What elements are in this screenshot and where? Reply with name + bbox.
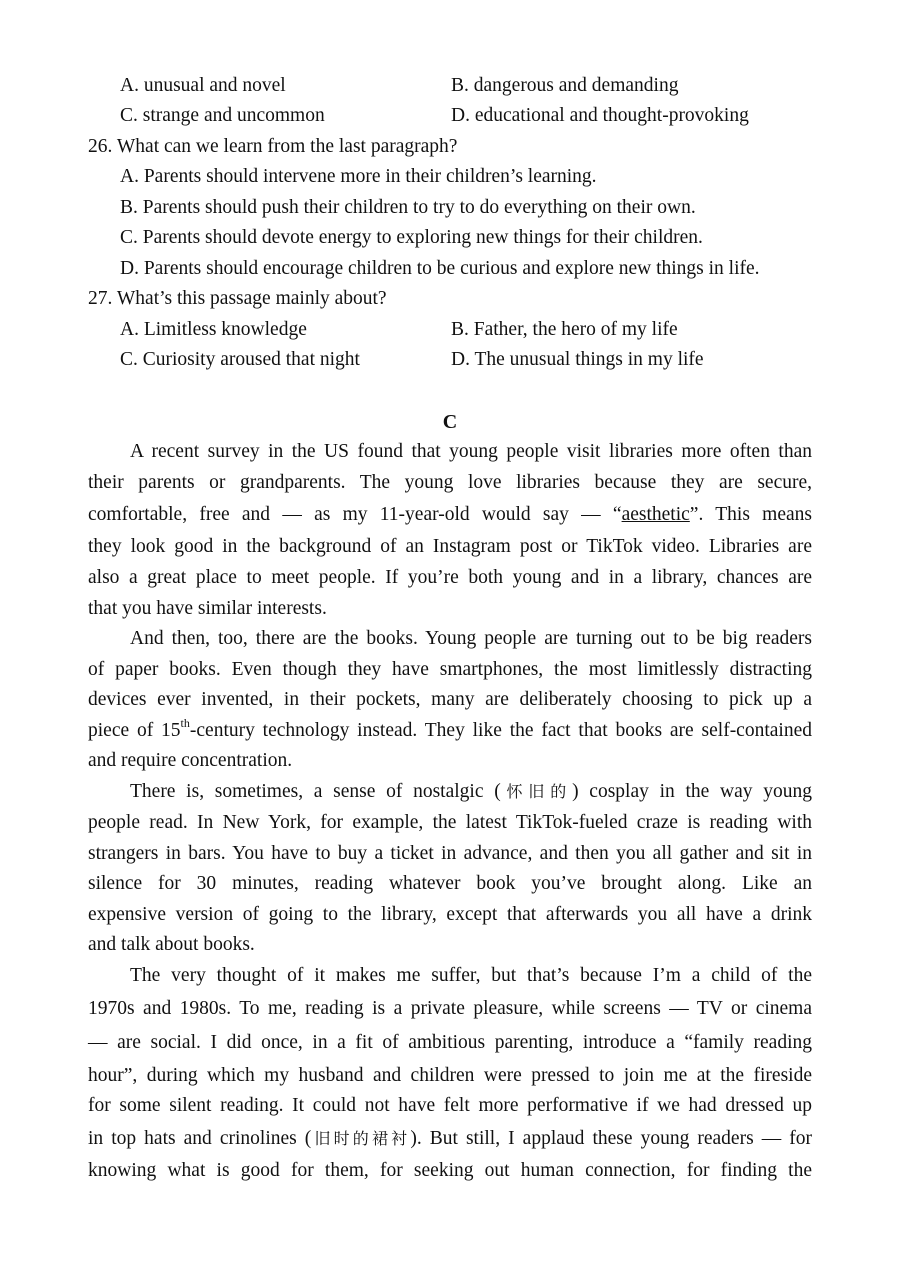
p4-line-7: knowing what is good for them, for seeking out human connection, for finding the (88, 1160, 812, 1181)
q27-option-b: B. Father, the hero of my life (451, 319, 678, 340)
q26-option-a: A. Parents should intervene more in their children’s learning. (120, 166, 597, 187)
p3-line-1-post: ) cosplay in the way young (572, 781, 812, 802)
p2-line-3: devices ever invented, in their pockets, many are deliberately choosing to pick up a (88, 689, 812, 710)
p4-line-6 (88, 1127, 812, 1151)
p1-line-4: they look good in the background of an Instagram post or TikTok video. Libraries are (88, 536, 812, 557)
chinese-gloss-nostalgic: 怀旧的 (500, 782, 573, 801)
p3-line-5: expensive version of going to the library, except that afterwards you all have a drink (88, 904, 812, 925)
p2-line-5: and require concentration. (88, 750, 293, 771)
underlined-word-aesthetic: aesthetic (621, 504, 690, 525)
p1-line-3-post: ”. This means (689, 504, 812, 525)
q25-option-c: C. strange and uncommon (120, 105, 325, 126)
q26-option-c: C. Parents should devote energy to exploring new things for their children. (120, 227, 703, 248)
p1-line-5: also a great place to meet people. If you’re both young and in a library, chances are (88, 567, 812, 588)
p4-line-4: hour”, during which my husband and children were pressed to join me at the fireside (88, 1065, 812, 1086)
p4-line-1: The very thought of it makes me suffer, but that’s because I’m a child of the (130, 965, 812, 986)
p4-line-3: — are social. I did once, in a fit of ambitious parenting, introduce a “family reading (88, 1032, 812, 1053)
superscript-th: th (180, 716, 190, 730)
q26-option-d: D. Parents should encourage children to be curious and explore new things in life. (120, 258, 760, 279)
q25-option-d: D. educational and thought-provoking (451, 105, 749, 126)
q27-stem: 27. What’s this passage mainly about? (88, 288, 387, 309)
p1-line-1: A recent survey in the US found that young people visit libraries more often than (130, 441, 812, 462)
p2-line-4 (88, 716, 812, 743)
p3-line-4: silence for 30 minutes, reading whatever book you’ve brought along. Like an (88, 873, 812, 894)
q27-option-d: D. The unusual things in my life (451, 349, 704, 370)
p4-line-6-pre: in top hats and crinolines ( (88, 1128, 312, 1149)
q25-option-a: A. unusual and novel (120, 75, 286, 96)
p4-line-2: 1970s and 1980s. To me, reading is a private pleasure, while screens — TV or cinema (88, 998, 812, 1019)
p1-line-3-pre: comfortable, free and — as my 11-year-old would say — “ (88, 504, 622, 525)
p3-line-1 (130, 780, 812, 804)
p3-line-2: people read. In New York, for example, the latest TikTok-fueled craze is reading with (88, 812, 812, 833)
q26-stem: 26. What can we learn from the last paragraph? (88, 136, 458, 157)
p2-line-4-post: -century technology instead. They like the fact that books are self-contained (189, 720, 812, 741)
p3-line-3: strangers in bars. You have to buy a ticket in advance, and then you all gather and sit in (88, 843, 812, 864)
section-heading: C (442, 411, 458, 433)
p1-line-3 (88, 503, 812, 527)
p4-line-6-post: ). But still, I applaud these young readers — for (410, 1128, 812, 1149)
p3-line-1-pre: There is, sometimes, a sense of nostalgic ( (130, 781, 501, 802)
p2-line-2: of paper books. Even though they have smartphones, the most limitlessly distracting (88, 659, 812, 680)
q27-option-a: A. Limitless knowledge (120, 319, 307, 340)
p3-line-6: and talk about books. (88, 934, 255, 955)
p2-line-1: And then, too, there are the books. Young people are turning out to be big readers (130, 628, 812, 649)
p1-line-2: their parents or grandparents. The young love libraries because they are secure, (88, 472, 812, 493)
p4-line-5: for some silent reading. It could not have felt more performative if we had dressed up (88, 1095, 812, 1116)
q25-option-b: B. dangerous and demanding (451, 75, 679, 96)
q27-option-c: C. Curiosity aroused that night (120, 349, 360, 370)
q26-option-b: B. Parents should push their children to try to do everything on their own. (120, 197, 696, 218)
p2-line-4-pre: piece of 15 (88, 720, 181, 741)
p1-line-6: that you have similar interests. (88, 598, 327, 619)
chinese-gloss-crinolines: 旧时的裙衬 (311, 1129, 411, 1148)
